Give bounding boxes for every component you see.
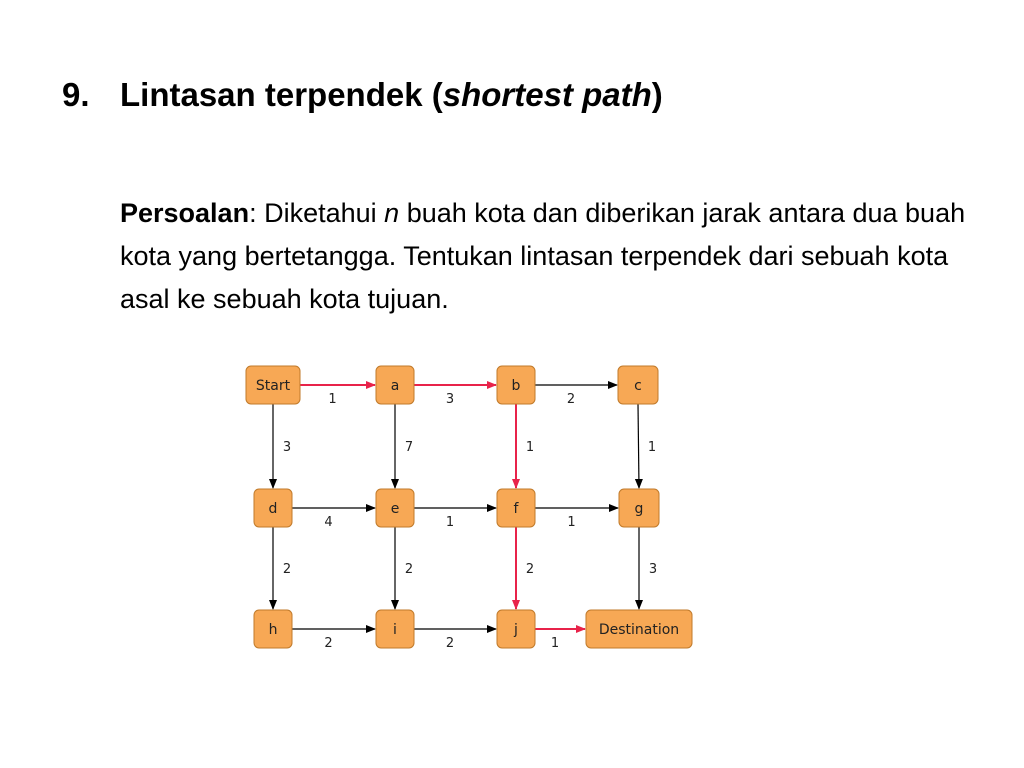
node-label: d: [268, 501, 278, 517]
node-label: a: [390, 378, 400, 394]
node-h: [254, 610, 292, 648]
edge-weight-d-e: 4: [324, 515, 333, 530]
node-i: [376, 610, 414, 648]
node-start: [246, 366, 300, 404]
node-label: b: [511, 378, 521, 394]
node-label: j: [514, 622, 518, 638]
node-j: [497, 610, 535, 648]
edge-weight-e-f: 1: [445, 515, 455, 530]
edge-weight-j-Destination: 1: [550, 636, 560, 651]
edge-weight-d-h: 2: [282, 562, 292, 577]
edge-weight-Start-d: 3: [282, 440, 292, 455]
edge-weight-g-Destination: 3: [648, 562, 658, 577]
node-destination: [586, 610, 692, 648]
node-label: e: [390, 501, 400, 517]
node-a: [376, 366, 414, 404]
edge-weight-f-g: 1: [567, 515, 576, 530]
problem-rest: buah kota dan diberikan jarak antara dua buah kota yang bertetangga. Tentukan lintasan terpendek dari sebuah kota asal ke sebuah kota tujuan.: [120, 198, 966, 314]
node-d: [254, 489, 292, 527]
edge-weight-Start-a: 1: [328, 392, 337, 407]
node-c: [618, 366, 658, 404]
slide-number: 9.: [62, 76, 90, 113]
node-e: [376, 489, 414, 527]
edge-weight-b-c: 2: [566, 392, 576, 407]
problem-variable: n: [384, 198, 400, 228]
node-label: g: [634, 501, 644, 517]
node-label: Destination: [598, 622, 680, 638]
node-f: [497, 489, 535, 527]
node-label: f: [513, 501, 519, 517]
edge-weight-c-g: 1: [647, 440, 657, 455]
node-label: c: [634, 378, 642, 394]
problem-label: Persoalan: [120, 198, 250, 228]
edge-weight-a-b: 3: [445, 392, 455, 407]
node-label: i: [393, 622, 397, 638]
title-emphasis: shortest path: [442, 76, 652, 113]
node-label: h: [268, 622, 278, 638]
node-label: Start: [255, 378, 291, 394]
title-close: ): [651, 76, 663, 113]
edge-weight-f-j: 2: [525, 562, 535, 577]
node-b: [497, 366, 535, 404]
title-main: Lintasan terpendek (: [120, 76, 443, 113]
edge-weight-a-e: 7: [404, 440, 414, 455]
problem-sep: : Diketahui: [249, 198, 385, 228]
edge-c-g: [638, 404, 639, 488]
node-g: [619, 489, 659, 527]
edge-weight-i-j: 2: [445, 636, 455, 651]
nodes-layer: [246, 366, 692, 648]
edge-weight-h-i: 2: [324, 636, 333, 651]
edge-weight-b-f: 1: [525, 440, 535, 455]
edge-weight-e-i: 2: [404, 562, 414, 577]
